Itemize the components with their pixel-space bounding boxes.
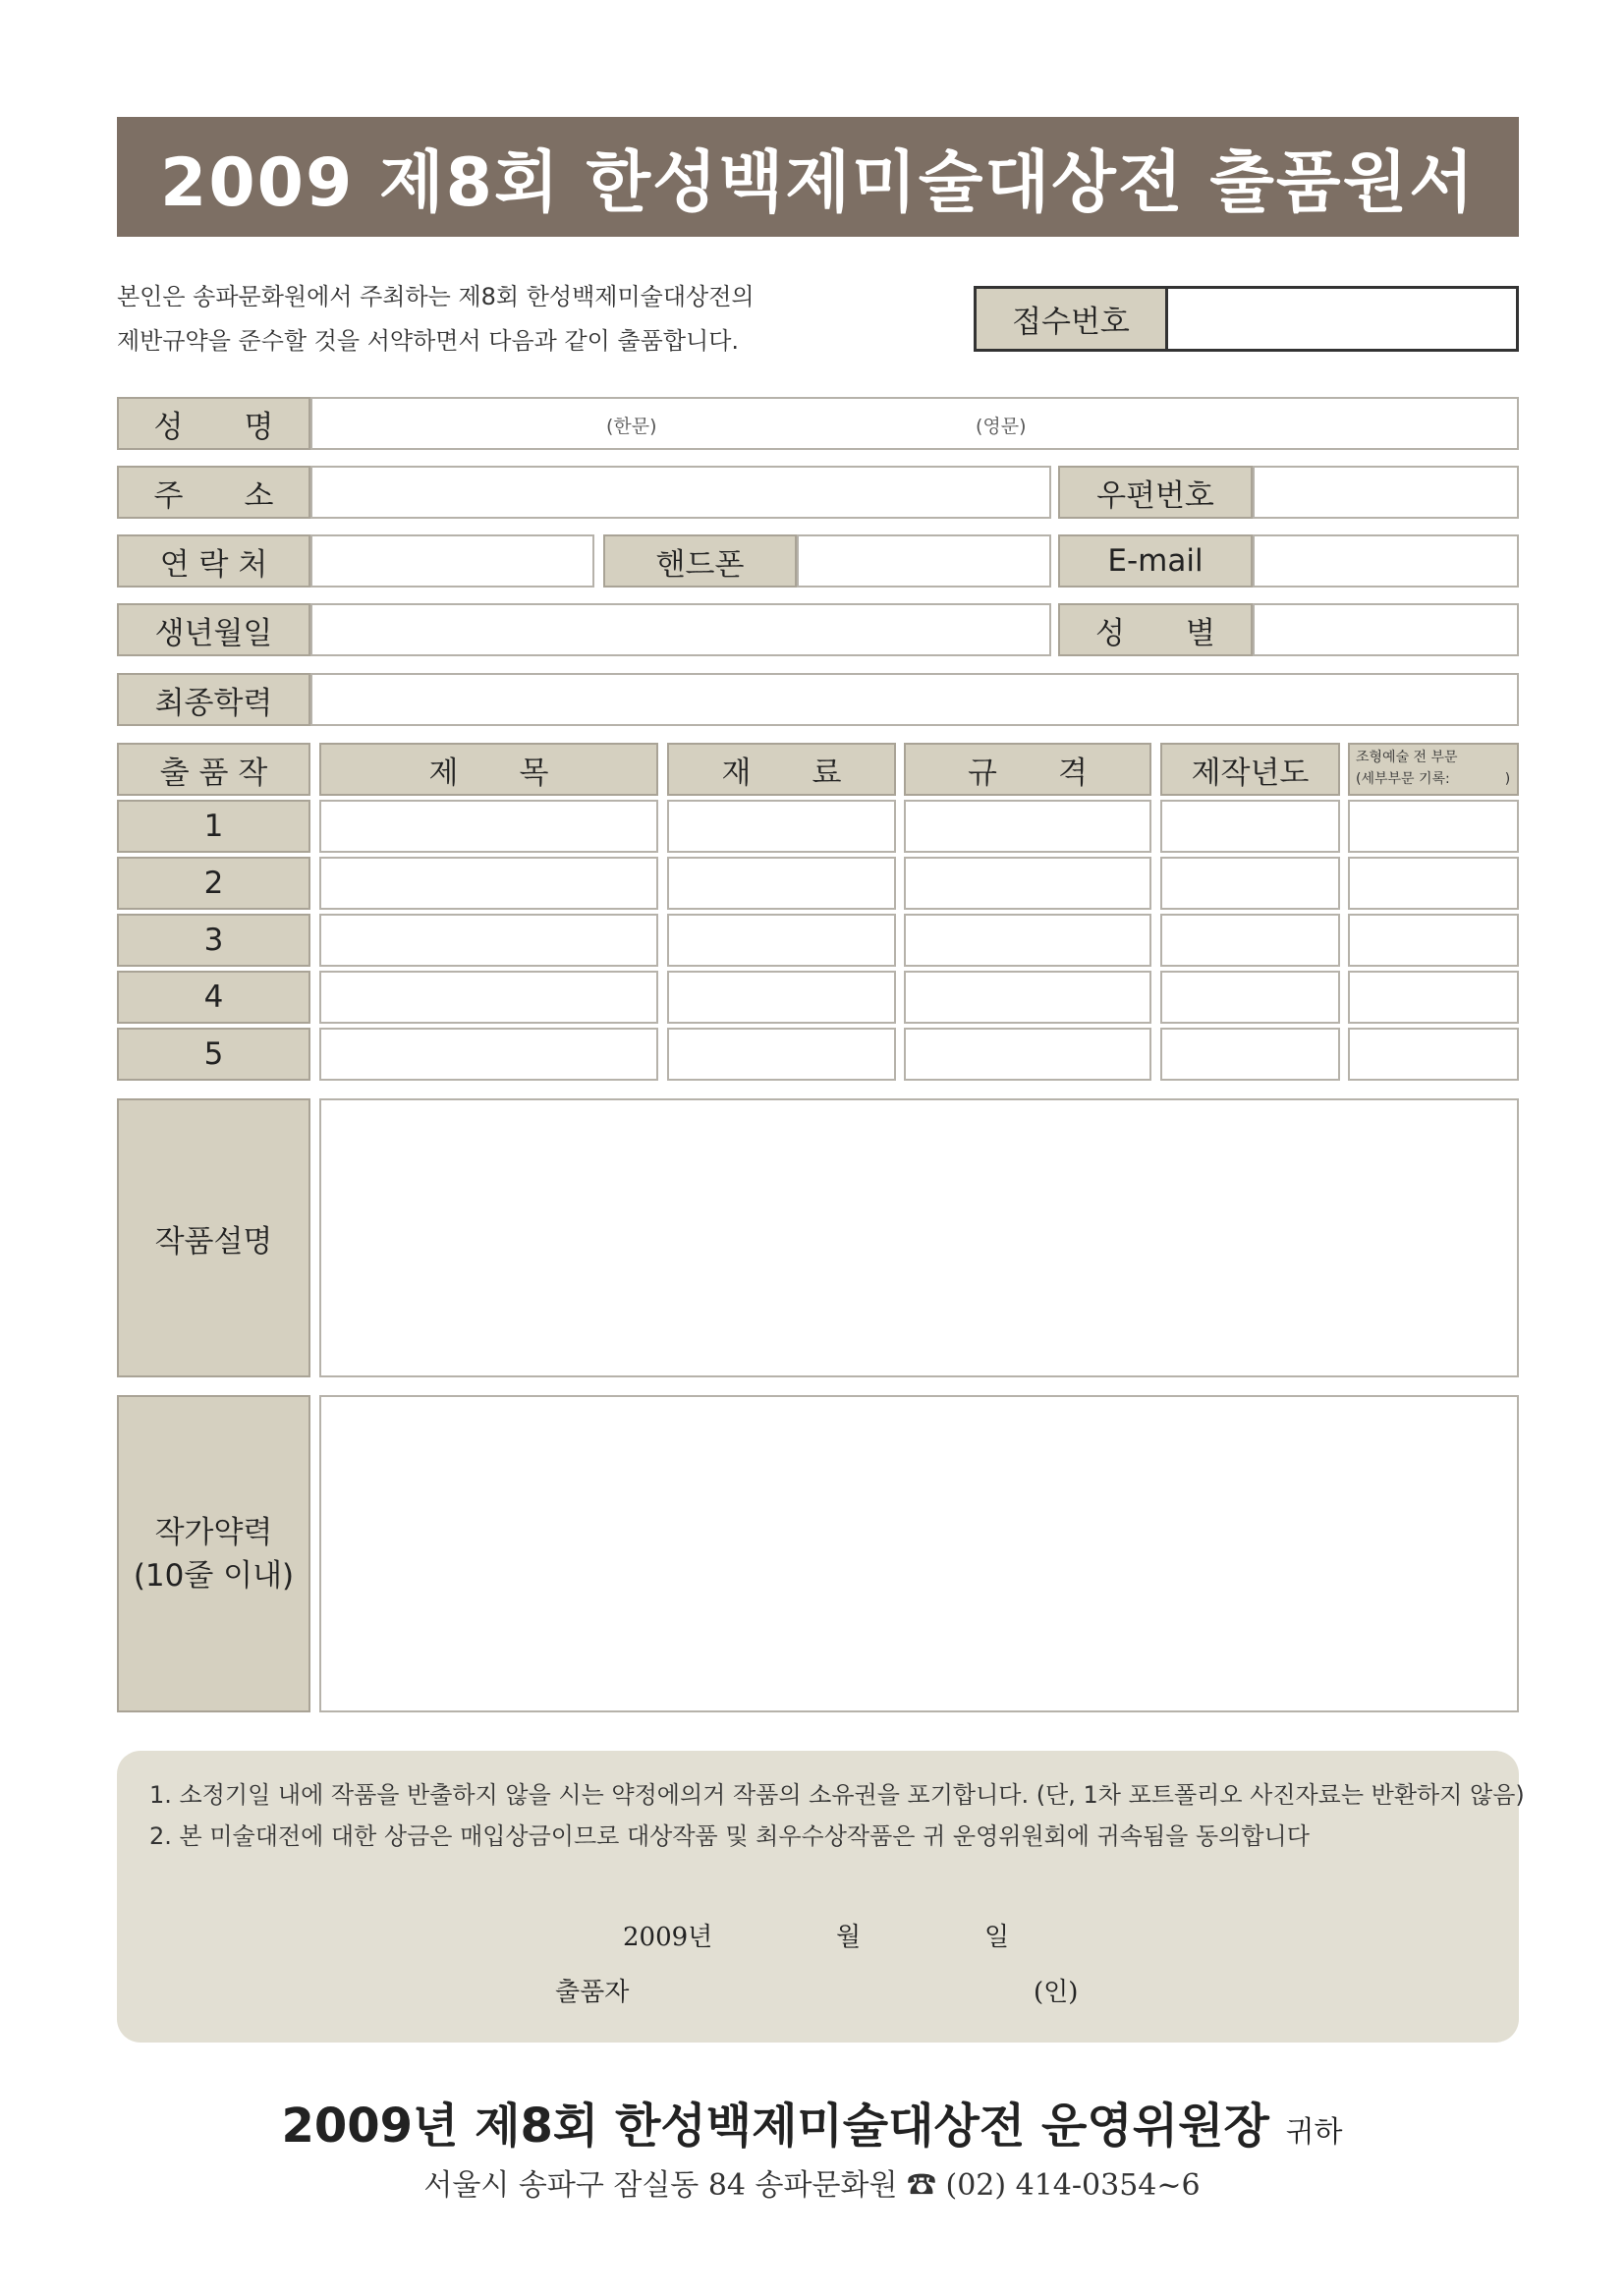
terms-item-2: 2. 본 미술대전에 대한 상금은 매입상금이므로 대상작품 및 최우수상작품은 귀 운영위원회에 귀속됨을 동의합니다 bbox=[149, 1822, 1310, 1850]
career-field[interactable] bbox=[319, 1395, 1519, 1712]
work-category-cell[interactable] bbox=[1348, 800, 1519, 853]
form-title: 2009 제8회 한성백제미술대상전 출품원서 bbox=[160, 143, 1476, 222]
date-month: 월 bbox=[836, 1923, 862, 1952]
work-category-cell[interactable] bbox=[1348, 1028, 1519, 1081]
date-day: 일 bbox=[984, 1923, 1010, 1952]
work-size-cell[interactable] bbox=[904, 914, 1151, 967]
col-year-header: 제작년도 bbox=[1160, 743, 1340, 796]
date-year: 2009년 bbox=[623, 1923, 713, 1952]
recipient-line bbox=[0, 2088, 1624, 2156]
work-row-number: 1 bbox=[117, 800, 310, 853]
work-year-cell[interactable] bbox=[1160, 1028, 1340, 1081]
work-year-cell[interactable] bbox=[1160, 857, 1340, 910]
mobile-field[interactable] bbox=[797, 534, 1051, 588]
receipt-number-field[interactable] bbox=[1165, 286, 1519, 352]
education-label: 최종학력 bbox=[117, 673, 310, 726]
description-label: 작품설명 bbox=[117, 1098, 310, 1377]
work-category-cell[interactable] bbox=[1348, 857, 1519, 910]
applicant-label: 출품자 bbox=[555, 1978, 630, 2007]
intro-line-1: 본인은 송파문화원에서 주최하는 제8회 한성백제미술대상전의 bbox=[117, 283, 755, 310]
postal-code-label: 우편번호 bbox=[1058, 466, 1253, 519]
birth-date-label: 생년월일 bbox=[117, 603, 310, 656]
col-category-header bbox=[1348, 743, 1519, 796]
work-material-cell[interactable] bbox=[667, 857, 896, 910]
name-label: 성 명 bbox=[117, 397, 310, 450]
seal-label: (인) bbox=[1034, 1978, 1079, 2007]
work-year-cell[interactable] bbox=[1160, 800, 1340, 853]
name-english-hint: (영문) bbox=[976, 416, 1027, 437]
work-title-cell[interactable] bbox=[319, 800, 658, 853]
description-field[interactable] bbox=[319, 1098, 1519, 1377]
work-title-cell[interactable] bbox=[319, 971, 658, 1024]
career-label-line2: (10줄 이내) bbox=[133, 1557, 295, 1594]
work-material-cell[interactable] bbox=[667, 800, 896, 853]
work-material-cell[interactable] bbox=[667, 914, 896, 967]
address-field[interactable] bbox=[310, 466, 1051, 519]
gender-label: 성 별 bbox=[1058, 603, 1253, 656]
contact-field[interactable] bbox=[310, 534, 594, 588]
name-hanja-hint: (한문) bbox=[606, 416, 657, 437]
work-category-cell[interactable] bbox=[1348, 971, 1519, 1024]
col-category-line2: (세부부문 기록: ) bbox=[1356, 771, 1511, 787]
recipient-suffix: 귀하 bbox=[1285, 2115, 1343, 2150]
col-category-line1: 조형예술 전 부문 bbox=[1356, 750, 1458, 765]
work-material-cell[interactable] bbox=[667, 1028, 896, 1081]
gender-field[interactable] bbox=[1253, 603, 1519, 656]
receipt-number-label: 접수번호 bbox=[974, 286, 1167, 352]
career-label bbox=[117, 1395, 310, 1712]
col-title-header: 제 목 bbox=[319, 743, 658, 796]
address-label: 주 소 bbox=[117, 466, 310, 519]
work-material-cell[interactable] bbox=[667, 971, 896, 1024]
mobile-label: 핸드폰 bbox=[603, 534, 797, 588]
postal-code-field[interactable] bbox=[1253, 466, 1519, 519]
email-label: E-mail bbox=[1058, 534, 1253, 588]
work-size-cell[interactable] bbox=[904, 971, 1151, 1024]
name-field[interactable] bbox=[310, 397, 1519, 450]
education-field[interactable] bbox=[310, 673, 1519, 726]
career-label-line1: 작가약력 bbox=[154, 1514, 273, 1550]
works-header-label: 출 품 작 bbox=[117, 743, 310, 796]
work-size-cell[interactable] bbox=[904, 1028, 1151, 1081]
contact-label: 연 락 처 bbox=[117, 534, 310, 588]
work-year-cell[interactable] bbox=[1160, 914, 1340, 967]
work-category-cell[interactable] bbox=[1348, 914, 1519, 967]
work-row-number: 3 bbox=[117, 914, 310, 967]
work-row-number: 5 bbox=[117, 1028, 310, 1081]
recipient-title: 2009년 제8회 한성백제미술대상전 운영위원장 bbox=[281, 2099, 1269, 2154]
work-size-cell[interactable] bbox=[904, 857, 1151, 910]
work-title-cell[interactable] bbox=[319, 857, 658, 910]
work-size-cell[interactable] bbox=[904, 800, 1151, 853]
work-row-number: 4 bbox=[117, 971, 310, 1024]
email-field[interactable] bbox=[1253, 534, 1519, 588]
birth-date-field[interactable] bbox=[310, 603, 1051, 656]
work-row-number: 2 bbox=[117, 857, 310, 910]
work-title-cell[interactable] bbox=[319, 1028, 658, 1081]
terms-item-1: 1. 소정기일 내에 작품을 반출하지 않을 시는 약정에의거 작품의 소유권을 포기합니다. (단, 1차 포트폴리오 사진자료는 반환하지 않음) bbox=[149, 1781, 1525, 1809]
work-title-cell[interactable] bbox=[319, 914, 658, 967]
col-material-header: 재 료 bbox=[667, 743, 896, 796]
col-size-header: 규 격 bbox=[904, 743, 1151, 796]
organizer-address: 서울시 송파구 잠실동 84 송파문화원 ☎ (02) 414-0354~6 bbox=[423, 2168, 1201, 2203]
work-year-cell[interactable] bbox=[1160, 971, 1340, 1024]
intro-line-2: 제반규약을 준수할 것을 서약하면서 다음과 같이 출품합니다. bbox=[117, 327, 740, 355]
